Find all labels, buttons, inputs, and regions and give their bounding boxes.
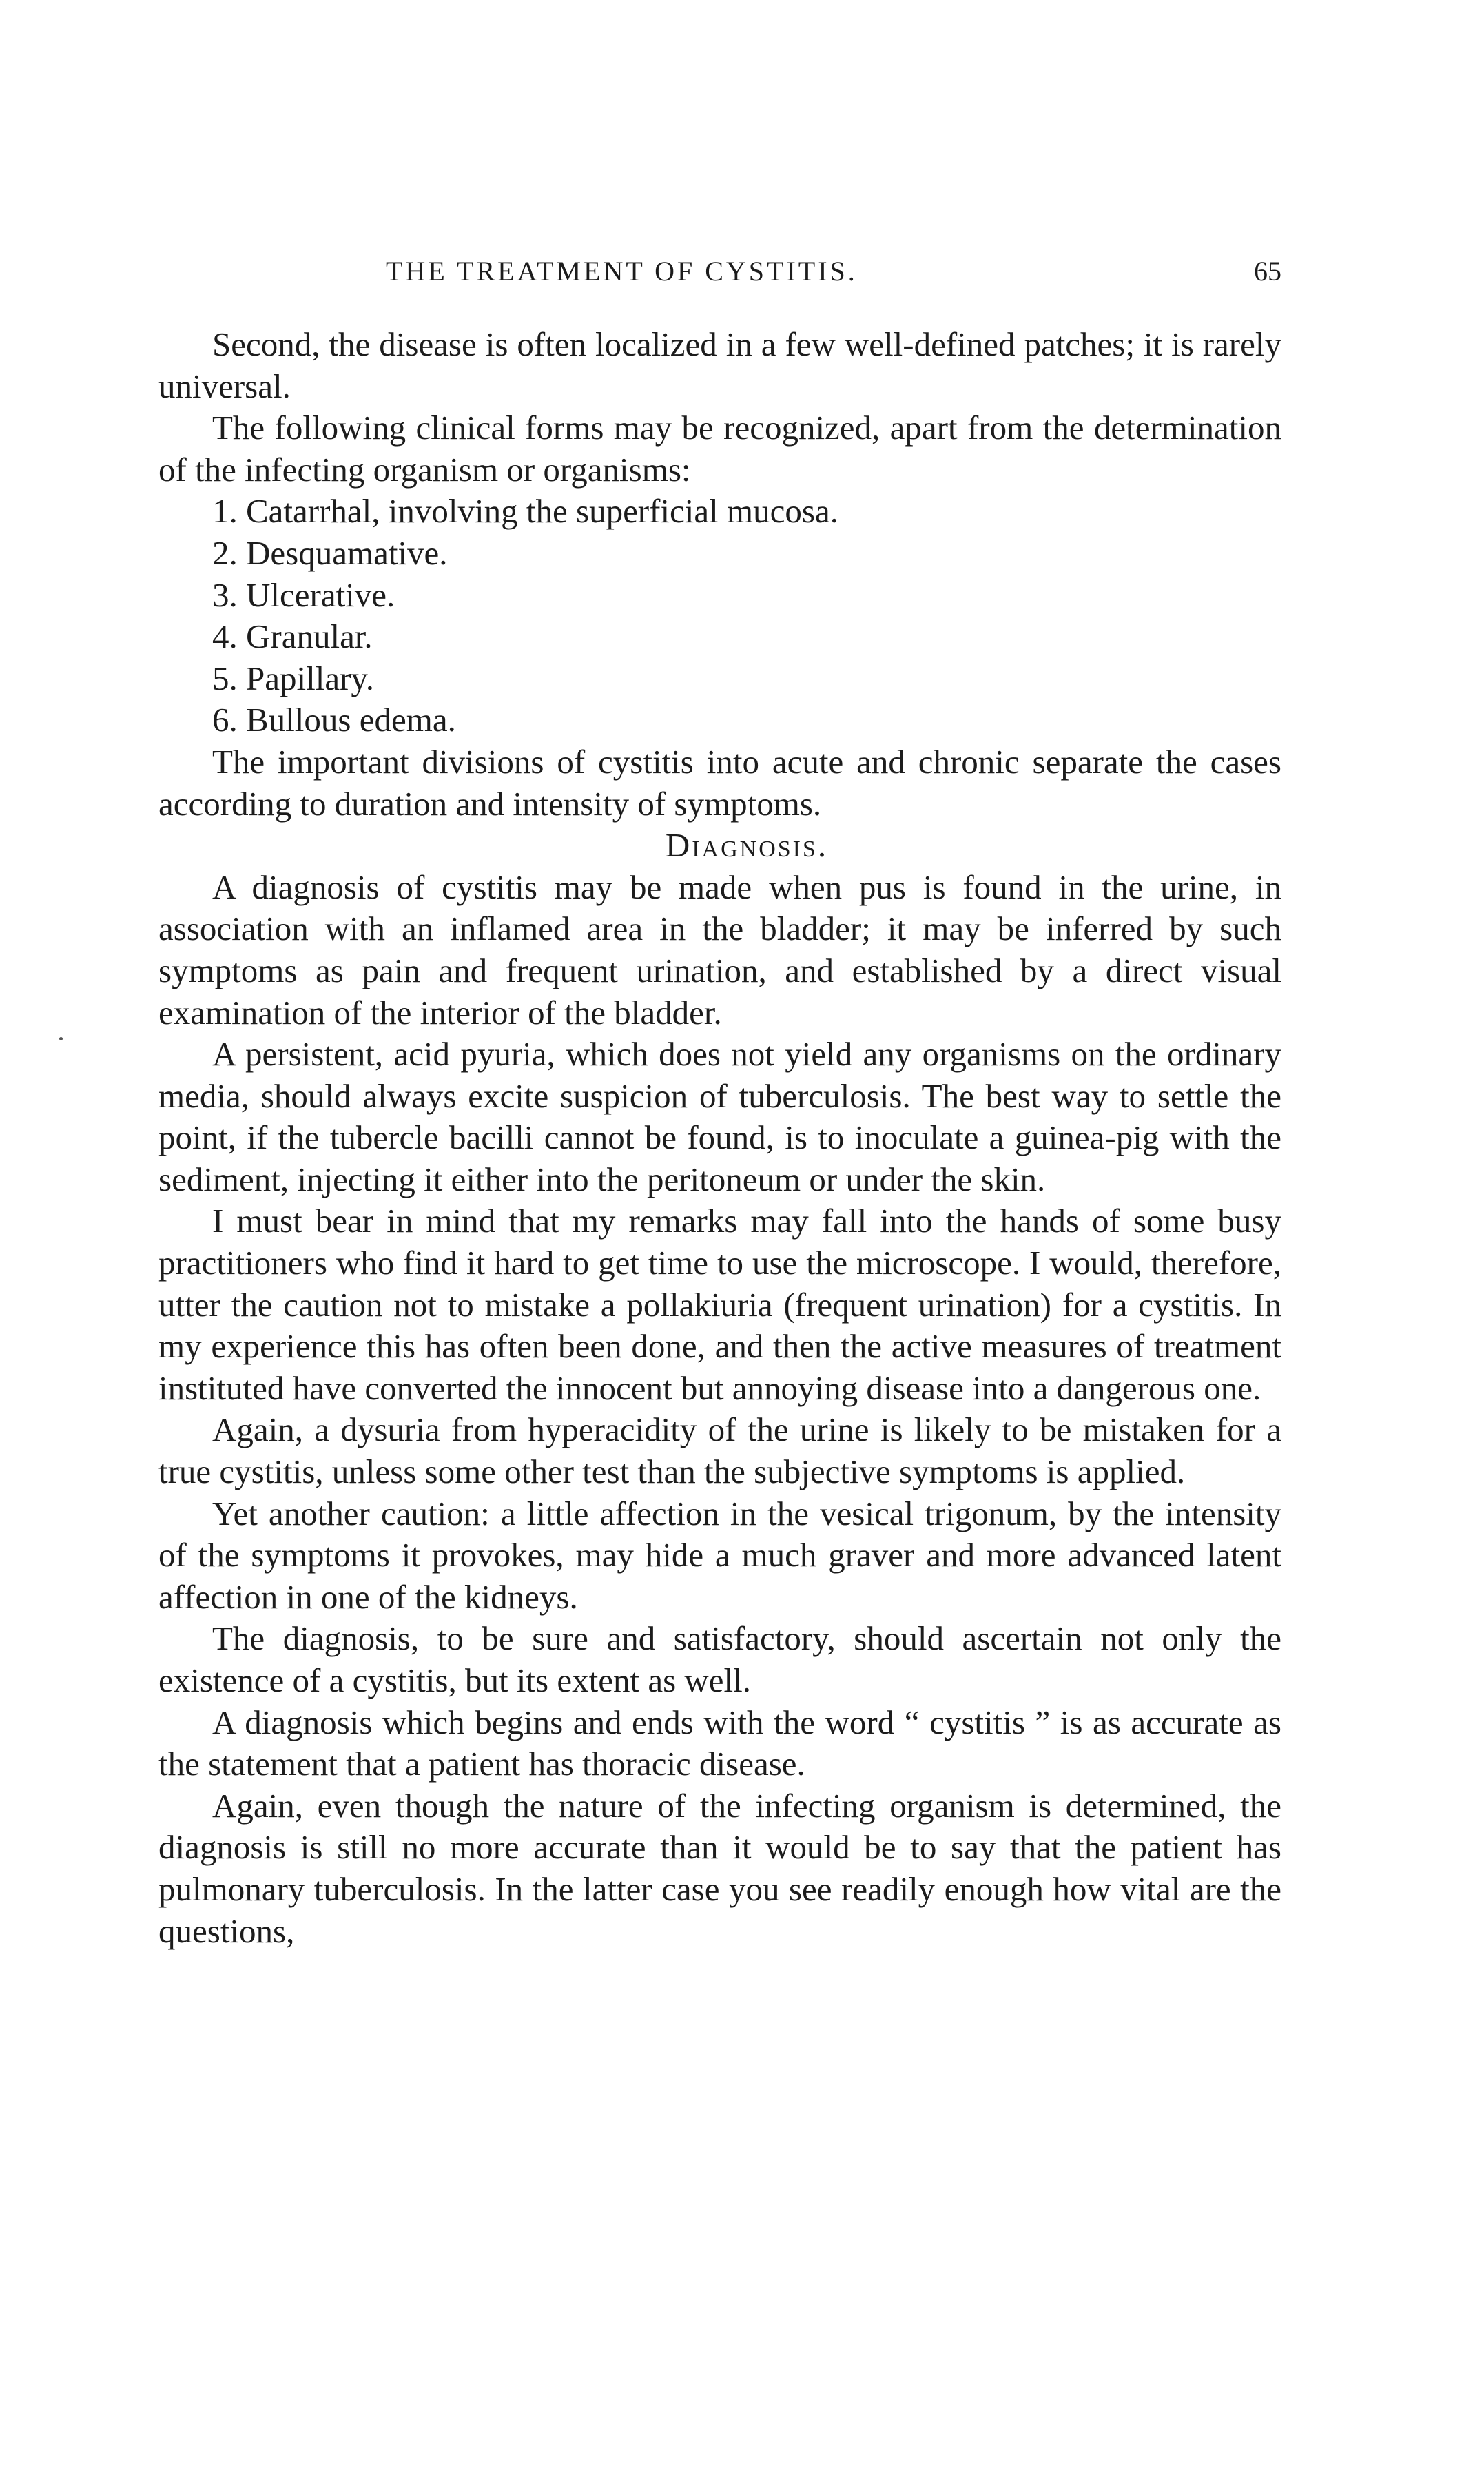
section-heading: Diagnosis.: [665, 826, 829, 865]
paragraph: Yet another caution: a little affection in the vesical trigonum, by the intensity of the symptoms it provokes, may hide a much graver and more advanced latent affection in one of the kidneys.: [158, 1494, 1281, 1616]
list-item: 6. Bullous edema.: [212, 701, 456, 739]
paragraph: Again, even though the nature of the infecting organism is determined, the diagnosis is still no more accurate than it would be to say that the patient has pulmonary tuberculosis. In the latter case you see readily enough how vital are the questions,: [158, 1786, 1281, 1950]
list-item: 1. Catarrhal, involving the superficial mucosa.: [212, 492, 838, 531]
paragraph: The diagnosis, to be sure and satisfactory, should ascertain not only the existence of a cystitis, but its extent as well.: [158, 1619, 1281, 1699]
paragraph: A persistent, acid pyuria, which does not yield any organisms on the ordinary media, should always excite suspicion of tuberculosis. The best way to settle the point, if the tubercle bacilli cannot be found, is to inoculate a guinea-pig with the sediment, injecting it either into the peritoneum or under the skin.: [158, 1035, 1281, 1198]
paragraph: A diagnosis which begins and ends with the word “ cystitis ” is as accurate as the statement that a patient has thoracic disease.: [158, 1703, 1281, 1783]
clinical-forms-list: [158, 491, 1281, 741]
body-text: [158, 324, 1281, 1952]
paragraph: The following clinical forms may be recognized, apart from the determination of the infecting organism or organisms:: [158, 409, 1281, 489]
paragraph: Again, a dysuria from hyperacidity of the urine is likely to be mistaken for a true cystitis, unless some other test than the subjective symptoms is applied.: [158, 1410, 1281, 1491]
paragraph: I must bear in mind that my remarks may fall into the hands of some busy practitioners who find it hard to get time to use the microscope. I would, therefore, utter the caution not to mistake a pollakiuria (frequent urination) for a cystitis. In my experience this has often been done, and then the active measures of treatment instituted have converted the innocent but annoying disease into a dangerous one.: [158, 1202, 1281, 1407]
list-item: 4. Granular.: [212, 617, 373, 656]
running-head: THE TREATMENT OF CYSTITIS.: [386, 256, 858, 287]
page-header: [158, 255, 1281, 296]
page-number: 65: [1254, 256, 1281, 287]
margin-mark: [59, 1037, 63, 1040]
list-item: 5. Papillary.: [212, 659, 374, 697]
paragraph: The important divisions of cystitis into acute and chronic separate the cases according to duration and intensity of symptoms.: [158, 742, 1281, 823]
paragraph: A diagnosis of cystitis may be made when pus is found in the urine, in association with an inflamed area in the bladder; it may be inferred by such symptoms as pain and frequent urination, and established by a direct visual examination of the interior of the bladder.: [158, 868, 1281, 1032]
list-item: 3. Ulcerative.: [212, 575, 395, 614]
paragraph: Second, the disease is often localized in a few well-defined patches; it is rarely universal.: [158, 325, 1281, 405]
list-item: 2. Desquamative.: [212, 533, 448, 572]
